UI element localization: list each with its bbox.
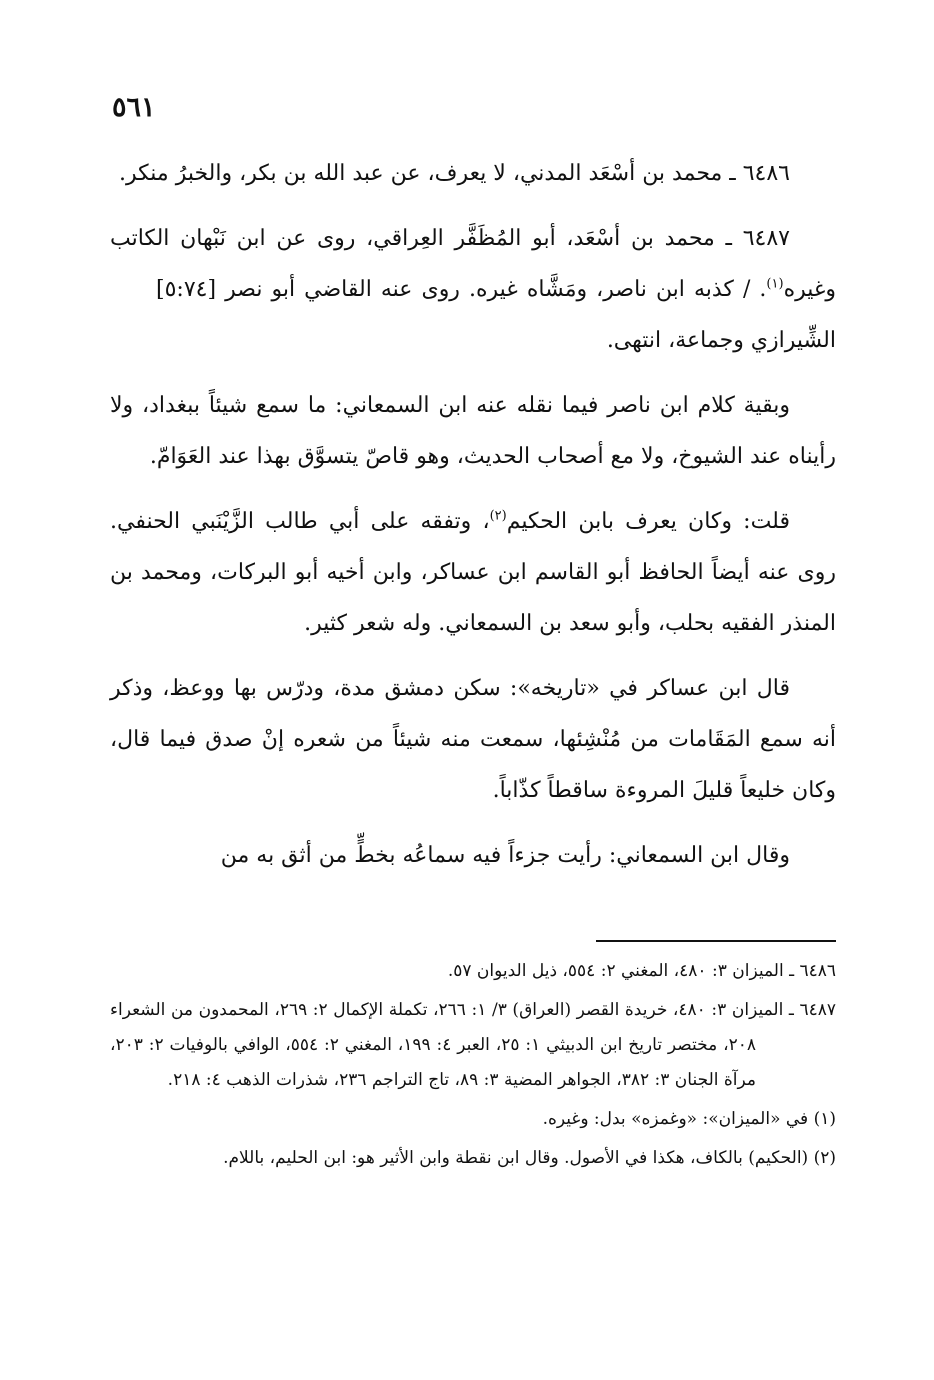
paragraph: وقال ابن السمعاني: رأيت جزءاً فيه سماعُه بخطٍّ من أثق به من [220,843,790,868]
footnote-marker[interactable]: (١) [766,276,784,292]
paragraph-text: ، وتفقه على أبي طالب الزَّيْنَبي الحنفي. روى عنه أيضاً الحافظ أبو القاسم ابن عساكر، وابن أخيه أبو البركات، ومحمد بن المنذر الفقيه بحلب، وأبو سعد بن السمعاني. وله شعر كثير. [110,509,836,636]
paragraph: وبقية كلام ابن ناصر فيما نقله عنه ابن السمعاني: ما سمع شيئاً ببغداد، ولا رأيناه عند الشيوخ، ولا مع أصحاب الحديث، وهو قاصّ يتسوَّق بهذا عند العَوَامّ. [110,393,836,469]
footnote: (١) في «الميزان»: «وغمزه» بدل: وغيره. [542,1109,836,1129]
entry-text: الشِّيرازي وجماعة، انتهى. [606,328,836,353]
footnote: (٢) (الحكيم) بالكاف، هكذا في الأصول. وقال ابن نقطة وابن الأثير هو: ابن الحليم، باللام. [223,1148,836,1168]
entry-6486: ٦٤٨٦ ـ محمد بن أسْعَد المدني، لا يعرف، عن عبد الله بن بكر، والخبرُ منكر. [119,161,790,186]
paragraph: قال ابن عساكر في «تاريخه»: سكن دمشق مدة، ودرّس بها ووعظ، وذكر أنه سمع المَقَامات من مُنْشِئها، سمعت منه شيئاً من شعره إنْ صدق فيما قال، وكان خليعاً قليلَ المروءة ساقطاً كذّاباً. [110,676,836,803]
source-note: ٦٤٨٦ ـ الميزان ٣: ٤٨٠، المغني ٢: ٥٥٤، ذيل الديوان ٥٧. [447,961,836,981]
entry-text: . / كذبه ابن ناصر، ومَشَّاه غيره. روى عنه القاضي أبو نصر [216,277,767,302]
paragraph-text: قلت: وكان يعرف بابن الحكيم [506,509,790,534]
volume-page-reference: [٥:٧٤] [156,277,217,302]
source-note: ٦٤٨٧ ـ الميزان ٣: ٤٨٠، خريدة القصر (العراق) ٣/ ١: ٢٦٦، تكملة الإكمال ٢: ٢٦٩، المحمدون من الشعراء ٢٠٨، مختصر تاريخ ابن الدبيثي ١: ٢٥، العبر ٤: ١٩٩، المغني ٢: ٥٥٤، الوافي بالوفيات ٢: ٢٠٣، مرآة الجنان ٣: ٣٨٢، الجواهر المضية ٣: ٨٩، تاج التراجم ٢٣٦، شذرات الذهب ٤: ٢١٨. [110,1000,837,1090]
entry-6487 [110,213,836,366]
footnote-marker[interactable]: (٢) [489,508,507,524]
footnote-divider [596,940,836,942]
page-number: ٥٦١ [112,92,156,123]
main-text [110,148,836,895]
entry-text: ٦٤٨٧ ـ محمد بن أسْعَد، أبو المُظَفَّر العِراقي، روى عن ابن نَبْهان الكاتب وغيره [110,226,836,302]
footnotes [110,954,836,1180]
paragraph [110,496,836,649]
